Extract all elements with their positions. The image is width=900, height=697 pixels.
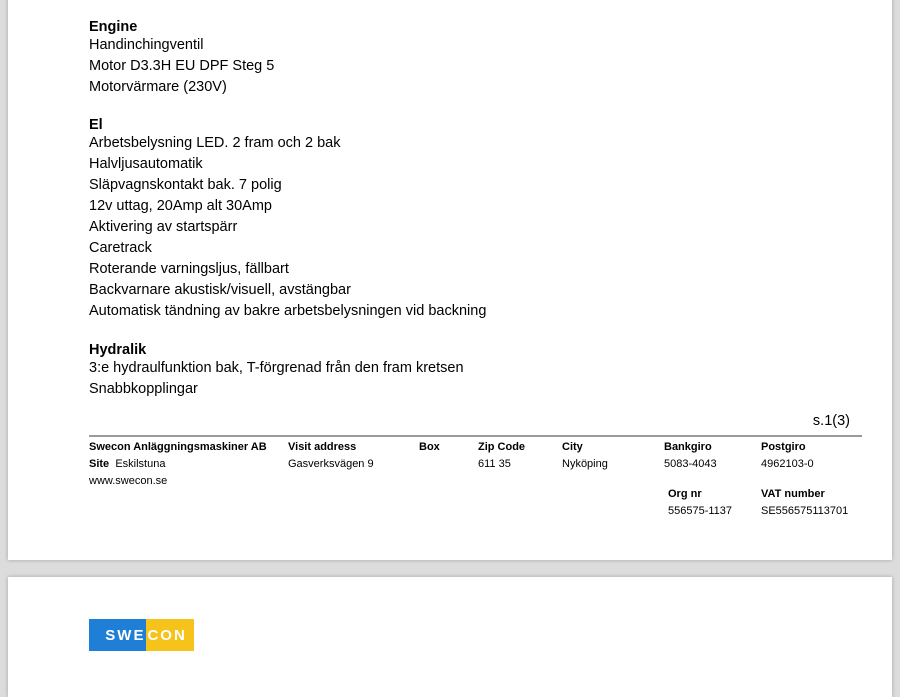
footer-bankgiro-value: 5083-4043 — [664, 458, 717, 470]
footer-website[interactable]: www.swecon.se — [89, 475, 168, 487]
footer-zip-value: 611 35 — [478, 458, 511, 470]
document-page-2 — [8, 577, 892, 697]
section-title-el: El — [89, 117, 103, 133]
footer-city-value: Nyköping — [562, 458, 608, 470]
footer-visit-value: Gasverksvägen 9 — [288, 458, 374, 470]
list-item: Roterande varningsljus, fällbart — [89, 261, 289, 277]
section-title-hydralik: Hydralik — [89, 342, 147, 358]
footer-site-label: Site — [89, 458, 110, 470]
footer-site-value: Eskilstuna — [115, 458, 166, 470]
list-item: Caretrack — [89, 240, 152, 256]
footer-city-label: City — [562, 441, 583, 453]
footer-company: Swecon Anläggningsmaskiner AB — [89, 441, 267, 453]
list-item: Backvarnare akustisk/visuell, avstängbar — [89, 282, 351, 298]
list-item: Motor D3.3H EU DPF Steg 5 — [89, 58, 275, 74]
footer-site — [89, 458, 165, 470]
list-item: Släpvagnskontakt bak. 7 polig — [89, 177, 282, 193]
list-item: Halvljusautomatik — [89, 156, 203, 172]
list-item: 3:e hydraulfunktion bak, T-förgrenad från den fram kretsen — [89, 360, 464, 376]
footer-divider — [89, 435, 862, 437]
footer-vat-value: SE556575113701 — [761, 505, 849, 517]
footer-postgiro-value: 4962103-0 — [761, 458, 814, 470]
footer-zip-label: Zip Code — [478, 441, 526, 453]
list-item: Handinchingventil — [89, 37, 204, 53]
logo-right: CON — [146, 619, 194, 651]
swecon-logo — [89, 619, 194, 651]
footer-postgiro-label: Postgiro — [761, 441, 806, 453]
list-item: Motorvärmare (230V) — [89, 79, 227, 95]
page-number: s.1(3) — [812, 413, 850, 429]
footer-orgnr-label: Org nr — [668, 488, 702, 500]
footer-bankgiro-label: Bankgiro — [664, 441, 712, 453]
footer-orgnr-value: 556575-1137 — [668, 505, 733, 517]
list-item: 12v uttag, 20Amp alt 30Amp — [89, 198, 272, 214]
footer-visit-label: Visit address — [288, 441, 357, 453]
list-item: Automatisk tändning av bakre arbetsbelysningen vid backning — [89, 303, 487, 319]
list-item: Snabbkopplingar — [89, 381, 198, 397]
list-item: Aktivering av startspärr — [89, 219, 238, 235]
document-page-1 — [8, 0, 892, 560]
list-item: Arbetsbelysning LED. 2 fram och 2 bak — [89, 135, 341, 151]
section-title-engine: Engine — [89, 19, 138, 35]
logo-left: SWE — [89, 619, 146, 651]
footer-vat-label: VAT number — [761, 488, 825, 500]
footer-box-label: Box — [419, 441, 440, 453]
